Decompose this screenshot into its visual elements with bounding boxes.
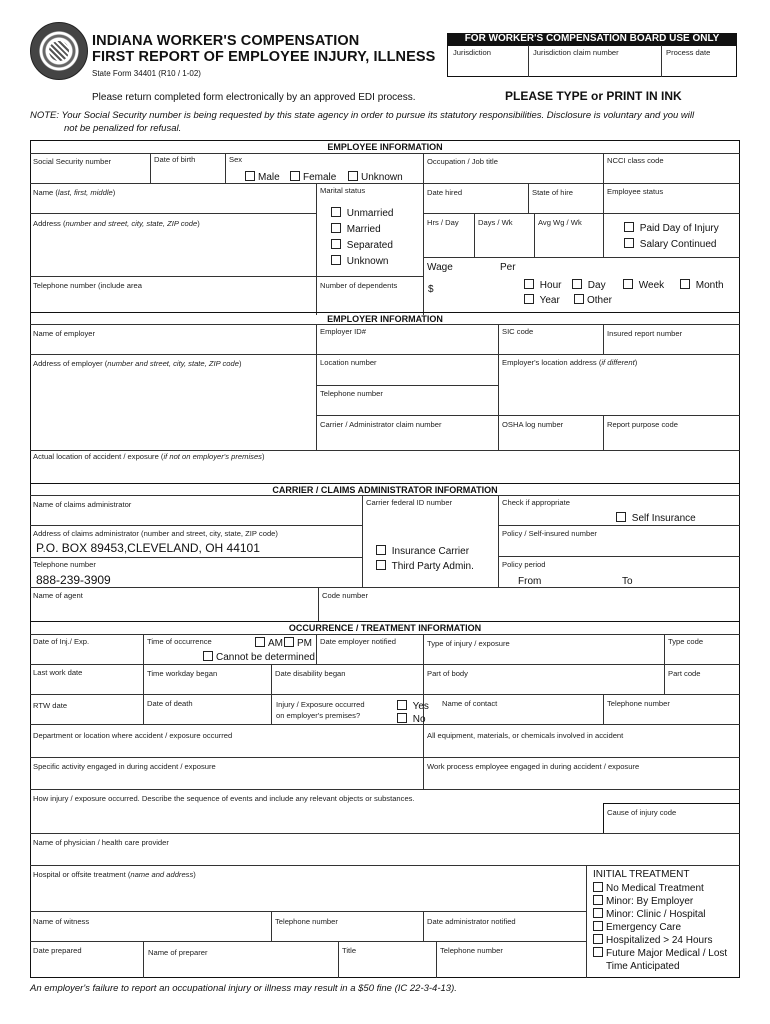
divider	[603, 324, 604, 354]
treatment-hospitalized-option[interactable]: Hospitalized > 24 Hours	[593, 934, 712, 946]
dollar-sign: $	[428, 284, 434, 295]
checkbox-icon	[574, 294, 584, 304]
process-date-label: Process date	[666, 48, 711, 57]
days-week-label: Days / Wk	[478, 218, 513, 227]
employee-address-label: Address (number and street, city, state, ZIP code)	[33, 219, 200, 228]
admin-address-value[interactable]: P.O. BOX 89453,CLEVELAND, OH 44101	[36, 541, 260, 555]
divider	[498, 525, 740, 526]
divider	[30, 183, 740, 184]
divider	[271, 664, 272, 694]
treatment-minor-clinic-option[interactable]: Minor: Clinic / Hospital	[593, 908, 705, 920]
per-hour-option[interactable]: Hour	[524, 279, 561, 291]
ssn-label: Social Security number	[33, 157, 112, 166]
report-purpose-label: Report purpose code	[607, 420, 678, 429]
form-title-line2: FIRST REPORT OF EMPLOYEE INJURY, ILLNESS	[92, 49, 436, 65]
admin-telephone-label: Telephone number	[33, 560, 96, 569]
wage-label: Wage	[427, 262, 453, 273]
employer-id-label: Employer ID#	[320, 327, 367, 336]
checkbox-icon	[397, 713, 407, 723]
work-process-label: Work process employee engaged in during accident / exposure	[427, 762, 640, 771]
occurrence-section-title: OCCURRENCE / TREATMENT INFORMATION	[288, 623, 482, 633]
salary-continued-option[interactable]: Salary Continued	[624, 238, 717, 250]
employer-telephone-label: Telephone number	[320, 389, 383, 398]
treatment-emergency-option[interactable]: Emergency Care	[593, 921, 681, 933]
contact-name-label: Name of contact	[442, 699, 498, 708]
admin-notified-label: Date administrator notified	[427, 917, 516, 926]
preparer-title-label: Title	[342, 946, 357, 955]
checkbox-icon	[593, 882, 603, 892]
occupation-label: Occupation / Job title	[427, 157, 498, 166]
disability-began-label: Date disability began	[275, 669, 346, 678]
divider	[528, 183, 529, 213]
failure-fine-note: An employer's failure to report an occupational injury or illness may result in a $50 fine (IC 22-3-4-13).	[30, 983, 457, 994]
divider	[150, 153, 151, 183]
policy-number-label: Policy / Self-insured number	[502, 529, 597, 538]
divider	[30, 634, 740, 635]
divider	[534, 213, 535, 257]
checkbox-icon	[203, 651, 213, 661]
checkbox-icon	[524, 279, 534, 289]
part-body-label: Part of body	[427, 669, 468, 678]
third-party-option[interactable]: Third Party Admin.	[376, 560, 474, 572]
checkbox-icon	[616, 512, 626, 522]
divider	[271, 911, 272, 941]
premises-no-option[interactable]: No	[397, 713, 426, 725]
time-began-label: Time workday began	[147, 669, 218, 678]
divider	[661, 45, 662, 77]
checkbox-icon	[593, 908, 603, 918]
paid-day-option[interactable]: Paid Day of Injury	[624, 222, 719, 234]
divider	[316, 183, 317, 315]
sex-unknown-option[interactable]: Unknown	[348, 171, 403, 183]
premises-label-1: Injury / Exposure occurred	[276, 700, 365, 709]
divider	[30, 324, 740, 325]
checkbox-icon	[331, 239, 341, 249]
divider	[498, 354, 499, 415]
divider	[362, 495, 363, 587]
divider	[603, 213, 604, 257]
checkbox-icon	[524, 294, 534, 304]
federal-id-label: Carrier federal ID number	[366, 498, 453, 507]
employee-section-title: EMPLOYEE INFORMATION	[327, 142, 443, 152]
per-other-option[interactable]: Other	[574, 294, 612, 306]
per-week-option[interactable]: Week	[623, 279, 664, 291]
checkbox-icon	[245, 171, 255, 181]
divider	[30, 724, 740, 725]
divider	[423, 911, 424, 941]
type-print-note: PLEASE TYPE or PRINT IN INK	[505, 89, 682, 103]
checkbox-icon	[331, 255, 341, 265]
state-hire-label: State of hire	[532, 188, 573, 197]
divider	[30, 694, 740, 695]
divider	[316, 634, 317, 664]
employer-section-title: EMPLOYER INFORMATION	[327, 314, 443, 324]
activity-label: Specific activity engaged in during accident / exposure	[33, 762, 216, 771]
checkbox-icon	[331, 207, 341, 217]
how-occurred-label: How injury / exposure occurred. Describe the sequence of events and include any relevant objects or substances.	[33, 794, 415, 803]
ncci-label: NCCI class code	[607, 156, 664, 165]
checkbox-icon	[397, 700, 407, 710]
sex-female-option[interactable]: Female	[290, 171, 336, 183]
check-appropriate-label: Check if appropriate	[502, 498, 570, 507]
divider	[143, 634, 144, 724]
death-date-label: Date of death	[147, 699, 193, 708]
policy-period-label: Policy period	[502, 560, 546, 569]
premises-label-2: on employer's premises?	[276, 711, 361, 720]
department-label: Department or location where accident / exposure occurred	[33, 731, 233, 740]
divider	[30, 483, 740, 484]
type-code-label: Type code	[668, 637, 704, 646]
divider	[30, 587, 740, 588]
divider	[528, 45, 529, 77]
checkbox-icon	[593, 895, 603, 905]
rtw-date-label: RTW date	[33, 701, 68, 710]
hospital-label: Hospital or offsite treatment (name and address)	[33, 870, 196, 879]
treatment-minor-employer-option[interactable]: Minor: By Employer	[593, 895, 693, 907]
divider	[271, 694, 272, 724]
marital-unmarried-option[interactable]: Unmarried	[331, 207, 393, 219]
checkbox-icon	[593, 947, 603, 957]
type-injury-label: Type of injury / exposure	[427, 639, 510, 648]
divider	[316, 324, 317, 450]
avg-wage-label: Avg Wg / Wk	[538, 218, 582, 227]
employer-address-label: Address of employer (number and street, city, state, ZIP code)	[33, 359, 242, 368]
divider	[30, 153, 740, 154]
policy-to-label: To	[622, 576, 633, 587]
per-month-option[interactable]: Month	[680, 279, 724, 291]
divider	[603, 415, 604, 450]
divider	[316, 385, 498, 386]
board-use-title: FOR WORKER'S COMPENSATION BOARD USE ONLY	[447, 33, 737, 45]
jurisdiction-claim-label: Jurisdiction claim number	[533, 48, 619, 57]
insurance-carrier-option[interactable]: Insurance Carrier	[376, 545, 469, 557]
checkbox-icon	[623, 279, 633, 289]
dependents-label: Number of dependents	[320, 281, 398, 290]
last-work-label: Last work date	[33, 668, 83, 677]
divider	[30, 865, 740, 866]
divider	[498, 324, 499, 354]
policy-from-label: From	[518, 576, 542, 587]
divider	[30, 757, 740, 758]
preparer-name-label: Name of preparer	[148, 948, 208, 957]
divider	[318, 587, 319, 621]
divider	[498, 415, 499, 450]
employee-telephone-label: Telephone number (include area	[33, 281, 142, 290]
code-number-label: Code number	[322, 591, 369, 600]
divider	[316, 415, 740, 416]
form-title-line1: INDIANA WORKER'S COMPENSATION	[92, 33, 360, 49]
ssn-note: NOTE: Your Social Security number is being requested by this state agency in order to pursue its statutory responsibilities. Disclosure is voluntary and you will	[30, 110, 695, 121]
time-occurrence-label: Time of occurrence	[147, 637, 212, 646]
divider	[30, 495, 740, 496]
divider	[30, 621, 740, 622]
marital-unknown-option[interactable]: Unknown	[331, 255, 388, 267]
admin-telephone-value[interactable]: 888-239-3909	[36, 573, 111, 587]
date-hired-label: Date hired	[427, 188, 463, 197]
divider	[225, 153, 226, 183]
treatment-no-medical-option[interactable]: No Medical Treatment	[593, 882, 704, 894]
divider	[498, 556, 740, 557]
checkbox-icon	[331, 223, 341, 233]
divider	[338, 941, 339, 978]
sex-label: Sex	[229, 155, 243, 164]
form-number: State Form 34401 (R10 / 1-02)	[92, 69, 201, 78]
claims-admin-name-label: Name of claims administrator	[33, 500, 132, 509]
location-number-label: Location number	[320, 358, 377, 367]
divider	[423, 213, 740, 214]
preparer-telephone-label: Telephone number	[440, 946, 503, 955]
checkbox-icon	[376, 545, 386, 555]
divider	[30, 789, 740, 790]
divider	[603, 694, 604, 724]
admin-address-label: Address of claims administrator (number and street, city, state, ZIP code)	[33, 529, 278, 538]
employee-status-label: Employee status	[607, 187, 664, 196]
divider	[436, 941, 437, 978]
marital-married-option[interactable]: Married	[331, 223, 381, 235]
divider	[30, 276, 423, 277]
part-code-label: Part code	[668, 669, 701, 678]
checkbox-icon	[376, 560, 386, 570]
divider	[423, 257, 740, 258]
checkbox-icon	[624, 222, 634, 232]
marital-separated-option[interactable]: Separated	[331, 239, 393, 251]
divider	[474, 213, 475, 257]
self-insurance-option[interactable]: Self Insurance	[616, 512, 696, 524]
physician-label: Name of physician / health care provider	[33, 838, 169, 847]
hrs-day-label: Hrs / Day	[427, 218, 459, 227]
checkbox-icon	[680, 279, 690, 289]
cause-code-label: Cause of injury code	[607, 808, 677, 817]
ssn-note-cont: not be penalized for refusal.	[64, 123, 182, 134]
divider	[498, 495, 499, 587]
divider	[30, 354, 740, 355]
employee-name-label: Name (last, first, middle)	[33, 188, 116, 197]
premises-yes-option[interactable]: Yes	[397, 700, 429, 712]
checkbox-icon	[593, 934, 603, 944]
divider	[30, 450, 740, 451]
divider	[30, 312, 740, 313]
treatment-future-major-option[interactable]: Future Major Medical / Lost	[593, 947, 727, 959]
initial-treatment-title: INITIAL TREATMENT	[593, 869, 690, 880]
checkbox-icon	[572, 279, 582, 289]
accident-location-label: Actual location of accident / exposure (if not on employer's premises)	[33, 452, 265, 461]
am-option[interactable]: AM	[255, 637, 283, 649]
divider	[30, 833, 740, 834]
osha-label: OSHA log number	[502, 420, 564, 429]
date-prepared-label: Date prepared	[33, 946, 82, 955]
checkbox-icon	[284, 637, 294, 647]
insured-report-label: Insured report number	[607, 329, 683, 338]
pm-option[interactable]: PM	[284, 637, 312, 649]
divider	[30, 557, 362, 558]
per-year-option[interactable]: Year	[524, 294, 560, 306]
witness-telephone-label: Telephone number	[275, 917, 338, 926]
state-seal-logo	[30, 22, 88, 80]
jurisdiction-label: Jurisdiction	[453, 48, 491, 57]
divider	[30, 525, 362, 526]
divider	[30, 664, 740, 665]
checkbox-icon	[624, 238, 634, 248]
date-injury-label: Date of Inj./ Exp.	[33, 637, 90, 646]
employer-notified-label: Date employer notified	[320, 637, 396, 646]
checkbox-icon	[255, 637, 265, 647]
marital-status-label: Marital status	[320, 186, 366, 195]
checkbox-icon	[348, 171, 358, 181]
agent-name-label: Name of agent	[33, 591, 83, 600]
equipment-label: All equipment, materials, or chemicals involved in accident	[427, 731, 624, 740]
divider	[30, 941, 586, 942]
contact-telephone-label: Telephone number	[607, 699, 670, 708]
sex-male-option[interactable]: Male	[245, 171, 280, 183]
divider	[30, 213, 316, 214]
divider	[30, 911, 586, 912]
cannot-determine-option[interactable]: Cannot be determined	[203, 651, 315, 663]
carrier-claim-label: Carrier / Administrator claim number	[320, 420, 442, 429]
employer-name-label: Name of employer	[33, 329, 96, 338]
sic-code-label: SIC code	[502, 327, 534, 336]
per-label: Per	[500, 262, 516, 273]
checkbox-icon	[290, 171, 300, 181]
witness-name-label: Name of witness	[33, 917, 90, 926]
carrier-section-title: CARRIER / CLAIMS ADMINISTRATOR INFORMATION	[272, 485, 498, 495]
divider	[143, 941, 144, 978]
per-day-option[interactable]: Day	[572, 279, 606, 291]
divider	[423, 153, 424, 315]
edi-note: Please return completed form electronically by an approved EDI process.	[92, 92, 416, 103]
location-address-label: Employer's location address (if different)	[502, 358, 638, 367]
checkbox-icon	[593, 921, 603, 931]
treatment-future-major-cont: Time Anticipated	[606, 961, 680, 972]
dob-label: Date of birth	[154, 155, 196, 164]
divider	[586, 865, 587, 978]
